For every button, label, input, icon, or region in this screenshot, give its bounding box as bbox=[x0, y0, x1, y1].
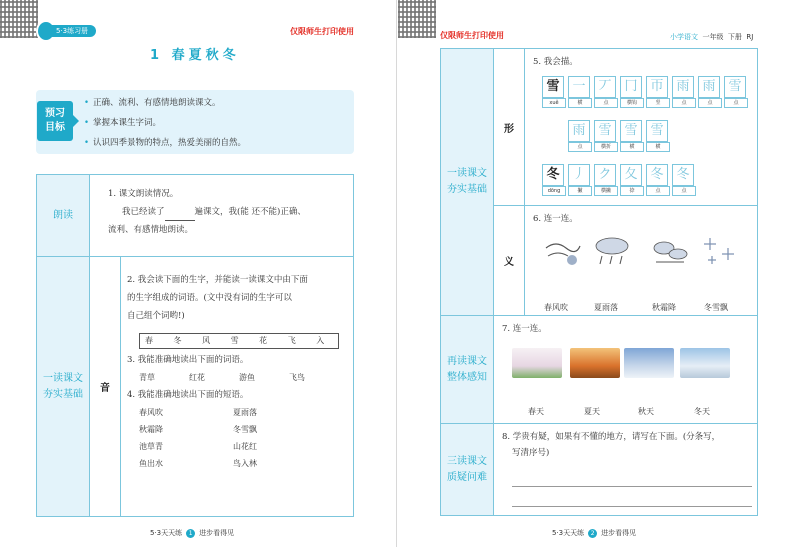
trace-cell[interactable]: 雪 横 bbox=[620, 120, 642, 142]
answer-line[interactable] bbox=[512, 486, 752, 487]
winter-snow-illustration[interactable] bbox=[700, 234, 740, 268]
trace-cell[interactable]: 雨 点 bbox=[698, 76, 720, 98]
times-blank[interactable] bbox=[165, 210, 195, 221]
spring-photo[interactable] bbox=[512, 348, 562, 378]
row-label-question: 三读课文 质疑问难 bbox=[441, 424, 494, 516]
phrase-row: 秋霜降 冬雪飘 bbox=[139, 425, 257, 434]
page-divider bbox=[396, 0, 397, 547]
trace-cell[interactable]: 雪 横 bbox=[646, 120, 668, 142]
trace-cell[interactable]: 夂 捺 bbox=[620, 164, 642, 186]
trace-cell[interactable]: ク 横撇 bbox=[594, 164, 616, 186]
row-label-basics: 一读课文 夯实基础 bbox=[37, 257, 90, 517]
q6-title: 6. 连一连。 bbox=[533, 214, 578, 224]
trace-cell[interactable]: 雪 横折 bbox=[594, 120, 616, 142]
right-table bbox=[440, 48, 758, 516]
q7-caption: 夏天 bbox=[584, 407, 600, 416]
summer-rain-illustration[interactable] bbox=[592, 234, 632, 268]
trace-cell[interactable]: 帀 竖 bbox=[646, 76, 668, 98]
arrow-icon bbox=[73, 115, 79, 127]
trace-cell[interactable]: 冂 横钩 bbox=[620, 76, 642, 98]
left-table: 朗读 1. 课文朗读情况。 我已经读了 遍课文，我(能 还不能)正确、 流利、有感情地朗读。 一读课文 夯实基础 音 2. 我会读下面的生字，并能读一读课文中由下面 的生字组成的词语。(文中没有词的生字可以 自己组个词哟!) 春 冬 风 雪 花 飞 入 3. 我能准确地读出下面的词语。 青草 红花 游鱼 飞鸟 4. 我能准确地读出下面的短语。 春风吹 夏雨落 秋霜降 冬雪飘 池草青 山花红 鱼出水 鸟入林 bbox=[36, 174, 354, 517]
sub-label-form: 形 bbox=[494, 49, 525, 206]
phrase-row: 春风吹 夏雨落 bbox=[139, 408, 257, 417]
print-note: 仅限师生打印使用 bbox=[290, 27, 354, 36]
autumn-photo[interactable] bbox=[624, 348, 674, 378]
lesson-title: 1 春夏秋冬 bbox=[150, 48, 240, 63]
trace-cell[interactable]: 丿 撇 bbox=[568, 164, 590, 186]
q7-caption: 秋天 bbox=[638, 407, 654, 416]
trace-cell[interactable]: 一 横 bbox=[568, 76, 590, 98]
footer-right: 5·3天天练 2 进步看得见 bbox=[552, 529, 637, 537]
char-cell: 雪 xuě bbox=[542, 76, 564, 98]
q7-caption: 春天 bbox=[528, 407, 544, 416]
book-header: 小学语文 一年级 下册 RJ bbox=[670, 33, 754, 41]
winter-photo[interactable] bbox=[680, 348, 730, 378]
phrase-row: 池草青 山花红 bbox=[139, 442, 257, 451]
sub-label-meaning: 义 bbox=[494, 206, 525, 316]
summer-photo[interactable] bbox=[570, 348, 620, 378]
trace-cell[interactable]: 冬 点 bbox=[646, 164, 668, 186]
autumn-frost-illustration[interactable] bbox=[650, 234, 690, 268]
q7-title: 7. 连一连。 bbox=[502, 324, 547, 334]
q6-caption: 春风吹 bbox=[544, 303, 568, 312]
q7-caption: 冬天 bbox=[694, 407, 710, 416]
q1-title: 1. 课文朗读情况。 bbox=[108, 189, 179, 199]
char-box: 春 冬 风 雪 花 飞 入 bbox=[139, 333, 339, 349]
trace-cell[interactable]: 雨 点 bbox=[672, 76, 694, 98]
spring-wind-illustration[interactable] bbox=[542, 234, 582, 268]
q8-line: 8. 学贵有疑，如果有不懂的地方，请写在下面。(分条写， bbox=[502, 432, 721, 442]
q8-line: 写清序号) bbox=[512, 448, 550, 458]
trace-cell[interactable]: 雨 点 bbox=[568, 120, 590, 142]
brand-tag: 5·3练习册 bbox=[44, 25, 96, 37]
char-cell: 冬 dōng bbox=[542, 164, 564, 186]
row-label-perceive: 再读课文 整体感知 bbox=[441, 316, 494, 424]
stroke-row-dong bbox=[542, 164, 698, 194]
goal-item: • 正确、流利、有感情地朗读课文。 bbox=[84, 96, 221, 108]
q6-caption: 夏雨落 bbox=[594, 303, 618, 312]
q5-title: 5. 我会描。 bbox=[533, 57, 578, 67]
qr-code bbox=[0, 0, 38, 38]
word-row: 青草 红花 游鱼 飞鸟 bbox=[139, 373, 305, 382]
stroke-row-xue-2 bbox=[568, 120, 672, 150]
goal-item: • 认识四季景物的特点，热爱美丽的自然。 bbox=[84, 136, 246, 148]
stroke-row-xue bbox=[542, 76, 750, 106]
qr-code bbox=[398, 0, 436, 38]
answer-line[interactable] bbox=[512, 506, 752, 507]
print-note: 仅限师生打印使用 bbox=[440, 31, 504, 40]
preview-tab: 预习 目标 bbox=[37, 101, 73, 141]
q6-caption: 冬雪飘 bbox=[704, 303, 728, 312]
trace-cell[interactable]: 冬 点 bbox=[672, 164, 694, 186]
q6-caption: 秋霜降 bbox=[652, 303, 676, 312]
trace-cell[interactable]: 雪 点 bbox=[724, 76, 746, 98]
footer-left: 5·3天天练 1 进步看得见 bbox=[150, 529, 235, 537]
row-label-read: 朗读 bbox=[37, 175, 90, 257]
sub-label-sound: 音 bbox=[90, 257, 121, 517]
row-label-basics: 一读课文 夯实基础 bbox=[441, 49, 494, 316]
goal-item: • 掌握本课生字词。 bbox=[84, 116, 161, 128]
trace-cell[interactable]: 丆 点 bbox=[594, 76, 616, 98]
phrase-row: 鱼出水 鸟入林 bbox=[139, 459, 257, 468]
